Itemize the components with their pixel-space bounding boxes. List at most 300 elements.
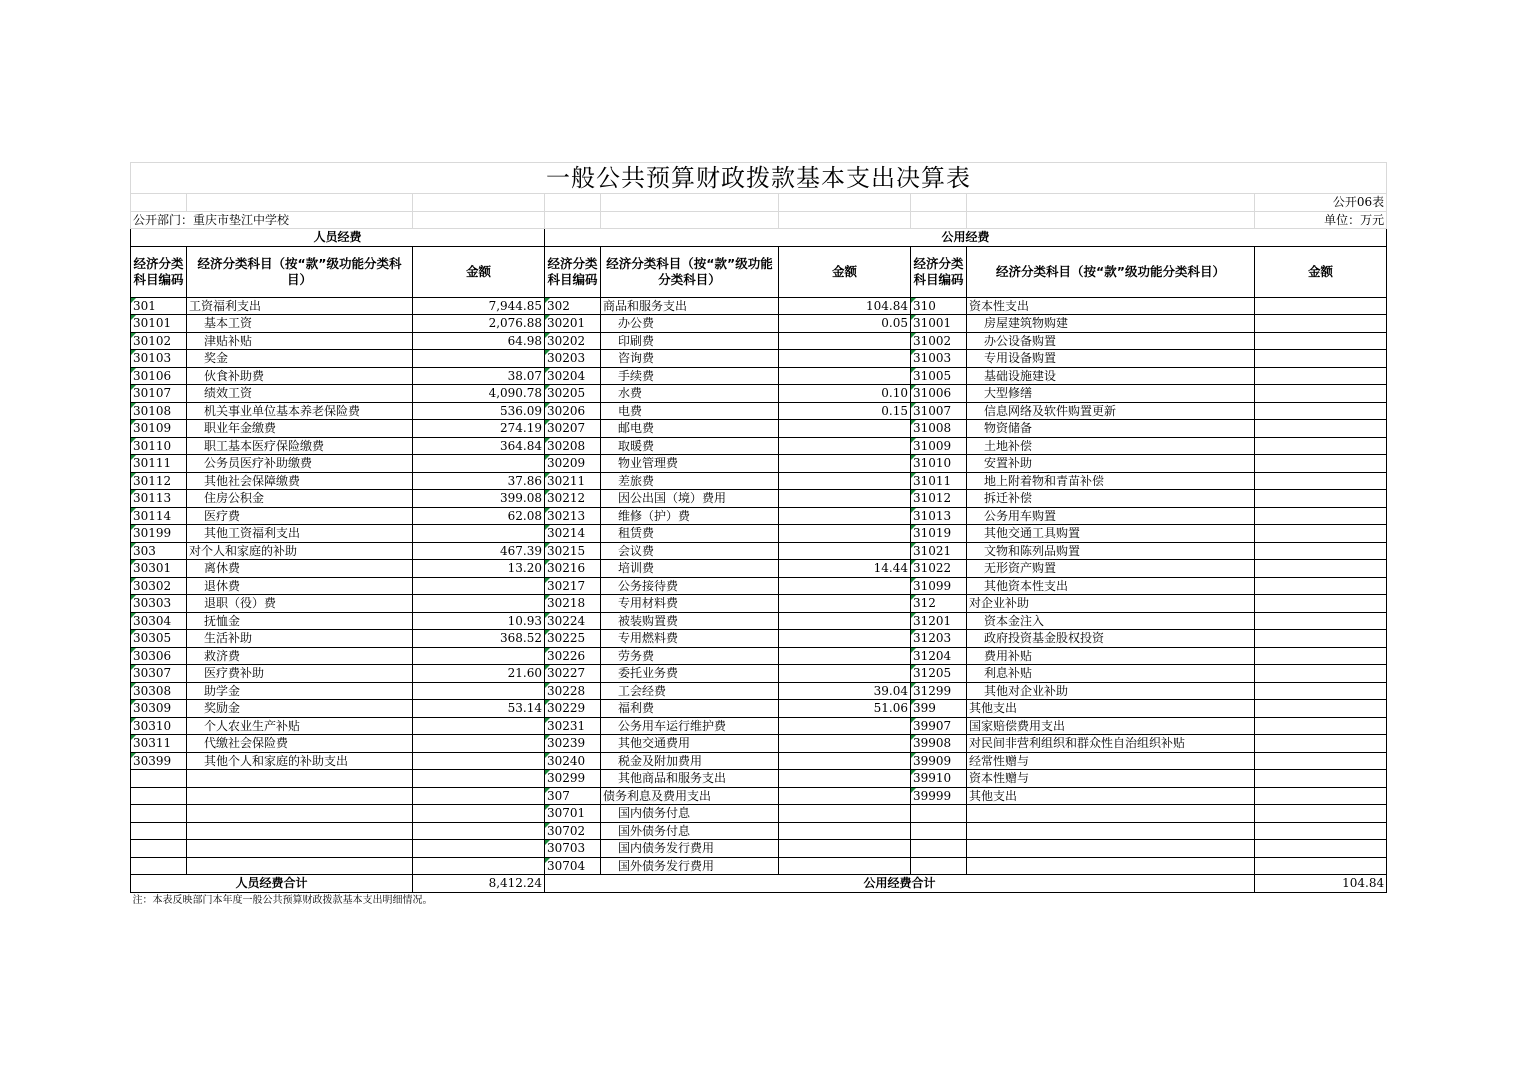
item-name: 委托业务费 bbox=[601, 665, 779, 683]
item-name: 国外债务付息 bbox=[601, 822, 779, 840]
item-code: 30240 bbox=[545, 752, 601, 770]
item-amount bbox=[1255, 717, 1387, 735]
item-amount bbox=[779, 840, 911, 858]
item-name: 债务利息及费用支出 bbox=[601, 787, 779, 805]
table-row bbox=[131, 805, 1387, 823]
table-row bbox=[131, 665, 1387, 683]
item-code: 30225 bbox=[545, 630, 601, 648]
item-name: 对民间非营利组织和群众性自治组织补贴 bbox=[967, 735, 1255, 753]
item-name: 安置补助 bbox=[967, 455, 1255, 473]
item-amount bbox=[413, 787, 545, 805]
public-total-label: 公用经费合计 bbox=[545, 875, 1255, 893]
item-code: 31204 bbox=[911, 647, 967, 665]
item-code: 30211 bbox=[545, 472, 601, 490]
table-row bbox=[131, 472, 1387, 490]
item-code: 30305 bbox=[131, 630, 187, 648]
item-amount bbox=[413, 350, 545, 368]
item-amount: 62.08 bbox=[413, 507, 545, 525]
unit-label: 单位：万元 bbox=[1255, 211, 1387, 229]
item-amount bbox=[779, 805, 911, 823]
item-code bbox=[911, 857, 967, 875]
item-code bbox=[911, 805, 967, 823]
item-code: 30239 bbox=[545, 735, 601, 753]
item-amount bbox=[1255, 350, 1387, 368]
public-total-value: 104.84 bbox=[1255, 875, 1387, 893]
item-name: 其他社会保障缴费 bbox=[187, 472, 413, 490]
table-row bbox=[131, 385, 1387, 403]
item-amount bbox=[1255, 577, 1387, 595]
page-title: 一般公共预算财政拨款基本支出决算表 bbox=[131, 163, 1387, 194]
item-amount bbox=[1255, 787, 1387, 805]
item-amount bbox=[779, 507, 911, 525]
table-row bbox=[131, 700, 1387, 718]
item-code: 31021 bbox=[911, 542, 967, 560]
item-amount bbox=[413, 682, 545, 700]
item-code: 30309 bbox=[131, 700, 187, 718]
item-amount bbox=[1255, 560, 1387, 578]
item-name: 资本金注入 bbox=[967, 612, 1255, 630]
item-code: 30202 bbox=[545, 332, 601, 350]
item-code: 30311 bbox=[131, 735, 187, 753]
item-name: 大型修缮 bbox=[967, 385, 1255, 403]
item-amount bbox=[1255, 857, 1387, 875]
item-amount: 64.98 bbox=[413, 332, 545, 350]
table-row bbox=[131, 542, 1387, 560]
section-public: 公用经费 bbox=[545, 229, 1387, 247]
item-amount bbox=[1255, 402, 1387, 420]
item-amount bbox=[1255, 612, 1387, 630]
item-name bbox=[187, 770, 413, 788]
item-name: 专用材料费 bbox=[601, 595, 779, 613]
item-name bbox=[967, 840, 1255, 858]
item-code: 30214 bbox=[545, 525, 601, 543]
table-row bbox=[131, 350, 1387, 368]
item-amount bbox=[1255, 385, 1387, 403]
item-code: 30218 bbox=[545, 595, 601, 613]
item-name: 其他资本性支出 bbox=[967, 577, 1255, 595]
item-amount bbox=[1255, 420, 1387, 438]
item-code: 31201 bbox=[911, 612, 967, 630]
item-name: 因公出国（境）费用 bbox=[601, 490, 779, 508]
item-name: 咨询费 bbox=[601, 350, 779, 368]
item-name: 工资福利支出 bbox=[187, 297, 413, 315]
item-name: 商品和服务支出 bbox=[601, 297, 779, 315]
item-amount: 274.19 bbox=[413, 420, 545, 438]
item-amount: 10.93 bbox=[413, 612, 545, 630]
item-name: 公务用车运行维护费 bbox=[601, 717, 779, 735]
header-name: 经济分类科目（按“款”级功能分类科目） bbox=[187, 246, 413, 297]
item-name: 基本工资 bbox=[187, 315, 413, 333]
item-code: 30299 bbox=[545, 770, 601, 788]
item-amount bbox=[779, 630, 911, 648]
item-amount bbox=[1255, 437, 1387, 455]
item-code bbox=[911, 822, 967, 840]
item-amount bbox=[779, 647, 911, 665]
item-amount bbox=[779, 770, 911, 788]
item-code: 39908 bbox=[911, 735, 967, 753]
item-name: 无形资产购置 bbox=[967, 560, 1255, 578]
item-name: 奖励金 bbox=[187, 700, 413, 718]
item-name: 机关事业单位基本养老保险费 bbox=[187, 402, 413, 420]
item-name: 邮电费 bbox=[601, 420, 779, 438]
item-amount bbox=[779, 717, 911, 735]
item-name: 租赁费 bbox=[601, 525, 779, 543]
item-amount bbox=[779, 332, 911, 350]
item-name: 公务用车购置 bbox=[967, 507, 1255, 525]
item-code: 30302 bbox=[131, 577, 187, 595]
table-row bbox=[131, 822, 1387, 840]
item-code: 30701 bbox=[545, 805, 601, 823]
item-name: 基础设施建设 bbox=[967, 367, 1255, 385]
item-name: 劳务费 bbox=[601, 647, 779, 665]
item-name: 国内债务付息 bbox=[601, 805, 779, 823]
item-amount bbox=[1255, 507, 1387, 525]
item-name: 房屋建筑物购建 bbox=[967, 315, 1255, 333]
item-amount: 364.84 bbox=[413, 437, 545, 455]
table-row bbox=[131, 630, 1387, 648]
item-name: 福利费 bbox=[601, 700, 779, 718]
item-code: 31007 bbox=[911, 402, 967, 420]
item-code: 30301 bbox=[131, 560, 187, 578]
item-code: 30306 bbox=[131, 647, 187, 665]
item-amount bbox=[779, 735, 911, 753]
item-name: 政府投资基金股权投资 bbox=[967, 630, 1255, 648]
budget-sheet bbox=[130, 162, 1386, 909]
item-amount: 39.04 bbox=[779, 682, 911, 700]
item-amount bbox=[1255, 770, 1387, 788]
item-name: 退职（役）费 bbox=[187, 595, 413, 613]
item-code: 31019 bbox=[911, 525, 967, 543]
table-row bbox=[131, 525, 1387, 543]
item-code: 30304 bbox=[131, 612, 187, 630]
item-code: 30399 bbox=[131, 752, 187, 770]
item-name: 文物和陈列品购置 bbox=[967, 542, 1255, 560]
item-code: 30308 bbox=[131, 682, 187, 700]
item-amount: 53.14 bbox=[413, 700, 545, 718]
item-amount bbox=[413, 735, 545, 753]
item-code: 30103 bbox=[131, 350, 187, 368]
table-row bbox=[131, 595, 1387, 613]
item-name: 手续费 bbox=[601, 367, 779, 385]
item-name: 办公设备购置 bbox=[967, 332, 1255, 350]
item-code: 30110 bbox=[131, 437, 187, 455]
item-name: 拆迁补偿 bbox=[967, 490, 1255, 508]
item-name: 物业管理费 bbox=[601, 455, 779, 473]
item-name: 个人农业生产补贴 bbox=[187, 717, 413, 735]
item-code bbox=[911, 840, 967, 858]
item-amount: 7,944.85 bbox=[413, 297, 545, 315]
item-code bbox=[131, 857, 187, 875]
item-name: 救济费 bbox=[187, 647, 413, 665]
item-code: 303 bbox=[131, 542, 187, 560]
item-code: 30227 bbox=[545, 665, 601, 683]
table-row bbox=[131, 682, 1387, 700]
item-name: 其他对企业补助 bbox=[967, 682, 1255, 700]
item-name: 其他支出 bbox=[967, 787, 1255, 805]
item-name: 奖金 bbox=[187, 350, 413, 368]
item-name: 培训费 bbox=[601, 560, 779, 578]
item-code: 30108 bbox=[131, 402, 187, 420]
table-row bbox=[131, 560, 1387, 578]
item-amount bbox=[779, 350, 911, 368]
item-code: 31099 bbox=[911, 577, 967, 595]
table-row bbox=[131, 787, 1387, 805]
item-code: 31006 bbox=[911, 385, 967, 403]
item-code: 30213 bbox=[545, 507, 601, 525]
item-amount bbox=[779, 822, 911, 840]
item-name: 物资储备 bbox=[967, 420, 1255, 438]
item-name bbox=[967, 822, 1255, 840]
item-name: 其他工资福利支出 bbox=[187, 525, 413, 543]
item-amount bbox=[779, 595, 911, 613]
header-amount: 金额 bbox=[1255, 246, 1387, 297]
item-code: 30205 bbox=[545, 385, 601, 403]
item-amount bbox=[413, 717, 545, 735]
item-amount: 21.60 bbox=[413, 665, 545, 683]
item-amount: 14.44 bbox=[779, 560, 911, 578]
item-code: 30702 bbox=[545, 822, 601, 840]
item-name: 印刷费 bbox=[601, 332, 779, 350]
item-code: 30703 bbox=[545, 840, 601, 858]
item-amount bbox=[779, 577, 911, 595]
item-amount: 51.06 bbox=[779, 700, 911, 718]
table-row bbox=[131, 490, 1387, 508]
item-amount bbox=[413, 577, 545, 595]
item-code: 31205 bbox=[911, 665, 967, 683]
item-amount bbox=[779, 857, 911, 875]
item-amount bbox=[413, 822, 545, 840]
item-name bbox=[187, 822, 413, 840]
footnote: 注：本表反映部门本年度一般公共预算财政拨款基本支出明细情况。 bbox=[132, 894, 433, 906]
item-code: 30201 bbox=[545, 315, 601, 333]
item-name: 津贴补贴 bbox=[187, 332, 413, 350]
item-amount bbox=[1255, 647, 1387, 665]
item-amount bbox=[779, 752, 911, 770]
item-name: 资本性支出 bbox=[967, 297, 1255, 315]
item-name: 经常性赠与 bbox=[967, 752, 1255, 770]
item-name: 地上附着物和青苗补偿 bbox=[967, 472, 1255, 490]
item-name: 退休费 bbox=[187, 577, 413, 595]
personnel-total-value: 8,412.24 bbox=[413, 875, 545, 893]
item-code: 307 bbox=[545, 787, 601, 805]
item-code: 31013 bbox=[911, 507, 967, 525]
item-name: 信息网络及软件购置更新 bbox=[967, 402, 1255, 420]
item-code: 31005 bbox=[911, 367, 967, 385]
item-code: 30112 bbox=[131, 472, 187, 490]
table-row bbox=[131, 507, 1387, 525]
item-amount bbox=[1255, 630, 1387, 648]
item-name bbox=[187, 787, 413, 805]
item-amount: 0.10 bbox=[779, 385, 911, 403]
item-name bbox=[967, 805, 1255, 823]
item-amount bbox=[1255, 297, 1387, 315]
item-code: 30199 bbox=[131, 525, 187, 543]
item-amount: 2,076.88 bbox=[413, 315, 545, 333]
item-amount bbox=[1255, 735, 1387, 753]
item-code: 30231 bbox=[545, 717, 601, 735]
item-code bbox=[131, 770, 187, 788]
item-name: 医疗费 bbox=[187, 507, 413, 525]
item-name: 差旅费 bbox=[601, 472, 779, 490]
item-amount bbox=[1255, 752, 1387, 770]
table-row bbox=[131, 455, 1387, 473]
item-code: 30310 bbox=[131, 717, 187, 735]
item-code: 31009 bbox=[911, 437, 967, 455]
item-code: 30228 bbox=[545, 682, 601, 700]
item-code: 39999 bbox=[911, 787, 967, 805]
item-name: 职业年金缴费 bbox=[187, 420, 413, 438]
item-name: 对个人和家庭的补助 bbox=[187, 542, 413, 560]
item-amount bbox=[779, 472, 911, 490]
item-amount bbox=[413, 752, 545, 770]
item-code: 312 bbox=[911, 595, 967, 613]
item-code: 30111 bbox=[131, 455, 187, 473]
table-row bbox=[131, 437, 1387, 455]
item-name: 资本性赠与 bbox=[967, 770, 1255, 788]
item-name: 代缴社会保险费 bbox=[187, 735, 413, 753]
item-amount bbox=[1255, 315, 1387, 333]
item-name: 其他个人和家庭的补助支出 bbox=[187, 752, 413, 770]
item-amount bbox=[413, 770, 545, 788]
table-row bbox=[131, 297, 1387, 315]
item-name: 离休费 bbox=[187, 560, 413, 578]
section-personnel: 人员经费 bbox=[131, 229, 545, 247]
item-amount bbox=[1255, 455, 1387, 473]
item-amount bbox=[1255, 805, 1387, 823]
item-amount: 399.08 bbox=[413, 490, 545, 508]
item-code: 30107 bbox=[131, 385, 187, 403]
table-row bbox=[131, 752, 1387, 770]
item-code bbox=[131, 822, 187, 840]
item-name: 国外债务发行费用 bbox=[601, 857, 779, 875]
item-amount bbox=[1255, 665, 1387, 683]
expenditure-table bbox=[130, 162, 1387, 909]
item-amount bbox=[1255, 332, 1387, 350]
item-name: 维修（护）费 bbox=[601, 507, 779, 525]
item-amount bbox=[1255, 472, 1387, 490]
item-amount: 104.84 bbox=[779, 297, 911, 315]
item-amount bbox=[779, 542, 911, 560]
item-code: 39907 bbox=[911, 717, 967, 735]
item-code: 31012 bbox=[911, 490, 967, 508]
item-name: 医疗费补助 bbox=[187, 665, 413, 683]
item-amount bbox=[779, 665, 911, 683]
item-amount: 467.39 bbox=[413, 542, 545, 560]
item-name: 生活补助 bbox=[187, 630, 413, 648]
item-amount bbox=[413, 647, 545, 665]
item-name: 国内债务发行费用 bbox=[601, 840, 779, 858]
item-amount: 13.20 bbox=[413, 560, 545, 578]
item-name: 被装购置费 bbox=[601, 612, 779, 630]
item-name: 其他商品和服务支出 bbox=[601, 770, 779, 788]
item-name: 助学金 bbox=[187, 682, 413, 700]
item-code: 39910 bbox=[911, 770, 967, 788]
item-code: 30212 bbox=[545, 490, 601, 508]
item-name: 其他交通工具购置 bbox=[967, 525, 1255, 543]
item-amount: 37.86 bbox=[413, 472, 545, 490]
item-code: 30209 bbox=[545, 455, 601, 473]
header-amount: 金额 bbox=[413, 246, 545, 297]
item-amount bbox=[413, 805, 545, 823]
item-amount: 0.05 bbox=[779, 315, 911, 333]
header-name: 经济分类科目（按“款”级功能分类科目） bbox=[601, 246, 779, 297]
item-amount bbox=[413, 840, 545, 858]
item-code: 30208 bbox=[545, 437, 601, 455]
item-amount bbox=[413, 595, 545, 613]
item-amount bbox=[1255, 542, 1387, 560]
item-code: 30106 bbox=[131, 367, 187, 385]
item-code: 31299 bbox=[911, 682, 967, 700]
item-code: 30229 bbox=[545, 700, 601, 718]
table-number: 公开06表 bbox=[1255, 194, 1387, 212]
header-name: 经济分类科目（按“款”级功能分类科目） bbox=[967, 246, 1255, 297]
item-amount bbox=[779, 367, 911, 385]
header-code: 经济分类科目编码 bbox=[131, 246, 187, 297]
item-name: 水费 bbox=[601, 385, 779, 403]
item-amount bbox=[1255, 822, 1387, 840]
table-row bbox=[131, 315, 1387, 333]
item-amount bbox=[779, 525, 911, 543]
item-name: 专用燃料费 bbox=[601, 630, 779, 648]
item-amount bbox=[1255, 700, 1387, 718]
item-name: 会议费 bbox=[601, 542, 779, 560]
item-code: 30216 bbox=[545, 560, 601, 578]
table-row bbox=[131, 857, 1387, 875]
table-row bbox=[131, 647, 1387, 665]
item-amount bbox=[1255, 682, 1387, 700]
item-name bbox=[187, 857, 413, 875]
item-code bbox=[131, 840, 187, 858]
item-name: 利息补贴 bbox=[967, 665, 1255, 683]
item-name: 抚恤金 bbox=[187, 612, 413, 630]
item-name: 国家赔偿费用支出 bbox=[967, 717, 1255, 735]
item-name: 专用设备购置 bbox=[967, 350, 1255, 368]
item-code: 30109 bbox=[131, 420, 187, 438]
item-name bbox=[967, 857, 1255, 875]
item-code: 302 bbox=[545, 297, 601, 315]
item-name: 伙食补助费 bbox=[187, 367, 413, 385]
item-amount bbox=[413, 525, 545, 543]
item-amount bbox=[779, 437, 911, 455]
item-amount: 38.07 bbox=[413, 367, 545, 385]
item-code: 30204 bbox=[545, 367, 601, 385]
item-code: 310 bbox=[911, 297, 967, 315]
item-amount bbox=[413, 857, 545, 875]
table-row bbox=[131, 770, 1387, 788]
item-name: 住房公积金 bbox=[187, 490, 413, 508]
item-code: 30113 bbox=[131, 490, 187, 508]
item-code: 30224 bbox=[545, 612, 601, 630]
table-row bbox=[131, 735, 1387, 753]
item-name: 其他交通费用 bbox=[601, 735, 779, 753]
item-name: 绩效工资 bbox=[187, 385, 413, 403]
header-code: 经济分类科目编码 bbox=[545, 246, 601, 297]
item-code: 31203 bbox=[911, 630, 967, 648]
table-row bbox=[131, 332, 1387, 350]
item-amount: 368.52 bbox=[413, 630, 545, 648]
item-name: 工会经费 bbox=[601, 682, 779, 700]
table-row bbox=[131, 577, 1387, 595]
item-code: 30303 bbox=[131, 595, 187, 613]
item-amount: 536.09 bbox=[413, 402, 545, 420]
item-code: 30101 bbox=[131, 315, 187, 333]
item-amount bbox=[779, 455, 911, 473]
department-label: 公开部门：重庆市垫江中学校 bbox=[131, 211, 413, 229]
table-row bbox=[131, 402, 1387, 420]
item-code: 30217 bbox=[545, 577, 601, 595]
item-amount: 0.15 bbox=[779, 402, 911, 420]
item-code: 30226 bbox=[545, 647, 601, 665]
